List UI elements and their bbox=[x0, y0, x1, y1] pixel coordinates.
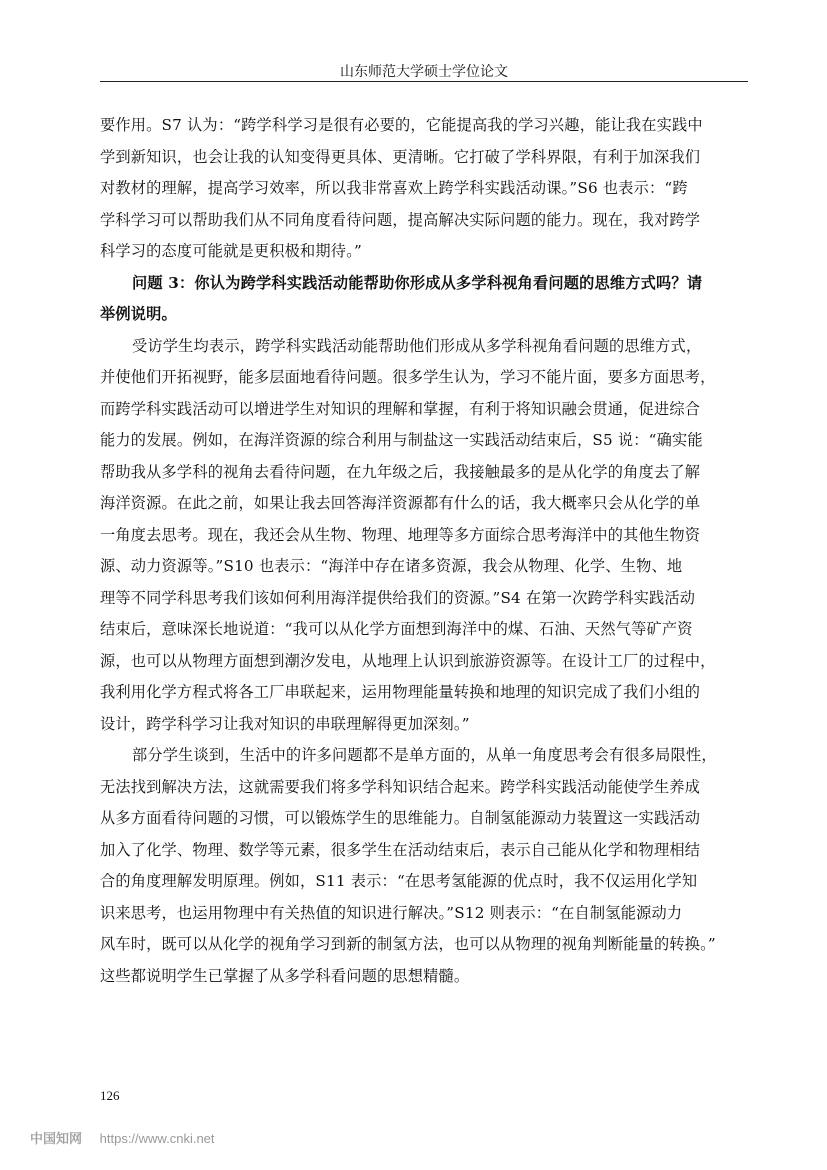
body-line: 对教材的理解，提高学习效率，所以我非常喜欢上跨学科实践活动课。”S6 也表示：“跨 bbox=[100, 179, 688, 197]
page-number: 126 bbox=[100, 1088, 120, 1103]
body-line: 并使他们开拓视野，能多层面地看待问题。很多学生认为，学习不能片面，要多方面思考， bbox=[100, 368, 716, 386]
body-line: 一角度去思考。现在，我还会从生物、物理、地理等多方面综合思考海洋中的其他生物资 bbox=[100, 525, 701, 544]
body-line: 能力的发展。例如，在海洋资源的综合利用与制盐这一实践活动结束后，S5 说：“确实能 bbox=[100, 431, 703, 449]
question-heading: 问题 3：你认为跨学科实践活动能帮助你形成从多学科视角看问题的思维方式吗？请 bbox=[132, 273, 703, 292]
running-header: 山东师范大学硕士学位论文 bbox=[340, 64, 508, 80]
body-line: 学到新知识，也会让我的认知变得更具体、更清晰。它打破了学科界限，有利于加深我们 bbox=[100, 147, 701, 166]
body-line: 合的角度理解发明原理。例如，S11 表示：“在思考氢能源的优点时，我不仅运用化学知 bbox=[100, 872, 698, 890]
body-line: 受访学生均表示，跨学科实践活动能帮助他们形成从多学科视角看问题的思维方式， bbox=[132, 336, 702, 355]
body-line: 海洋资源。在此之前，如果让我去回答海洋资源都有什么的话，我大概率只会从化学的单 bbox=[100, 494, 701, 512]
body-text bbox=[100, 110, 752, 992]
body-line: 而跨学科实践活动可以增进学生对知识的理解和掌握，有利于将知识融会贯通，促进综合 bbox=[100, 399, 701, 418]
body-line: 从多方面看待问题的习惯，可以锻炼学生的思维能力。自制氢能源动力装置这一实践活动 bbox=[100, 809, 701, 827]
body-line: 识来思考，也运用物理中有关热值的知识进行解决。”S12 则表示：“在自制氢能源动力 bbox=[100, 903, 683, 922]
watermark-footer bbox=[30, 1128, 215, 1147]
body-line: 加入了化学、物理、数学等元素，很多学生在活动结束后，表示自己能从化学和物理相结 bbox=[100, 840, 701, 859]
body-line: 风车时，既可以从化学的视角学习到新的制氢方法，也可以从物理的视角判断能量的转换。” bbox=[100, 935, 716, 953]
body-line: 源，也可以从物理方面想到潮汐发电，从地理上认识到旅游资源等。在设计工厂的过程中， bbox=[100, 651, 716, 670]
body-line: 学科学习可以帮助我们从不同角度看待问题，提高解决实际问题的能力。现在，我对跨学 bbox=[100, 210, 701, 229]
body-line: 无法找到解决方法，这就需要我们将多学科知识结合起来。跨学科实践活动能使学生养成 bbox=[100, 777, 701, 796]
footer-site-name: 中国知网 bbox=[30, 1131, 83, 1146]
body-line: 要作用。S7 认为：“跨学科学习是很有必要的，它能提高我的学习兴趣，能让我在实践中 bbox=[100, 116, 703, 134]
question-heading: 举例说明。 bbox=[100, 305, 177, 323]
body-line: 理等不同学科思考我们该如何利用海洋提供给我们的资源。”S4 在第一次跨学科实践活动 bbox=[100, 588, 696, 607]
body-line: 设计，跨学科学习让我对知识的串联理解得更加深刻。” bbox=[100, 714, 470, 733]
body-line: 这些都说明学生已掌握了从多学科看问题的思想精髓。 bbox=[100, 966, 470, 985]
body-line: 科学习的态度可能就是更积极和期待。” bbox=[100, 242, 362, 260]
body-line: 源、动力资源等。”S10 也表示：“海洋中存在诸多资源，我会从物理、化学、生物、地 bbox=[100, 557, 683, 575]
header-divider bbox=[100, 81, 748, 82]
body-line: 我利用化学方程式将各工厂串联起来，运用物理能量转换和地理的知识完成了我们小组的 bbox=[100, 683, 701, 701]
body-line: 帮助我从多学科的视角去看待问题，在九年级之后，我接触最多的是从化学的角度去了解 bbox=[100, 462, 701, 481]
footer-url: https://www.cnki.net bbox=[99, 1131, 215, 1146]
body-line: 部分学生谈到，生活中的许多问题都不是单方面的，从单一角度思考会有很多局限性， bbox=[132, 746, 717, 764]
body-line: 结束后，意味深长地说道：“我可以从化学方面想到海洋中的煤、石油、天然气等矿产资 bbox=[100, 620, 693, 638]
